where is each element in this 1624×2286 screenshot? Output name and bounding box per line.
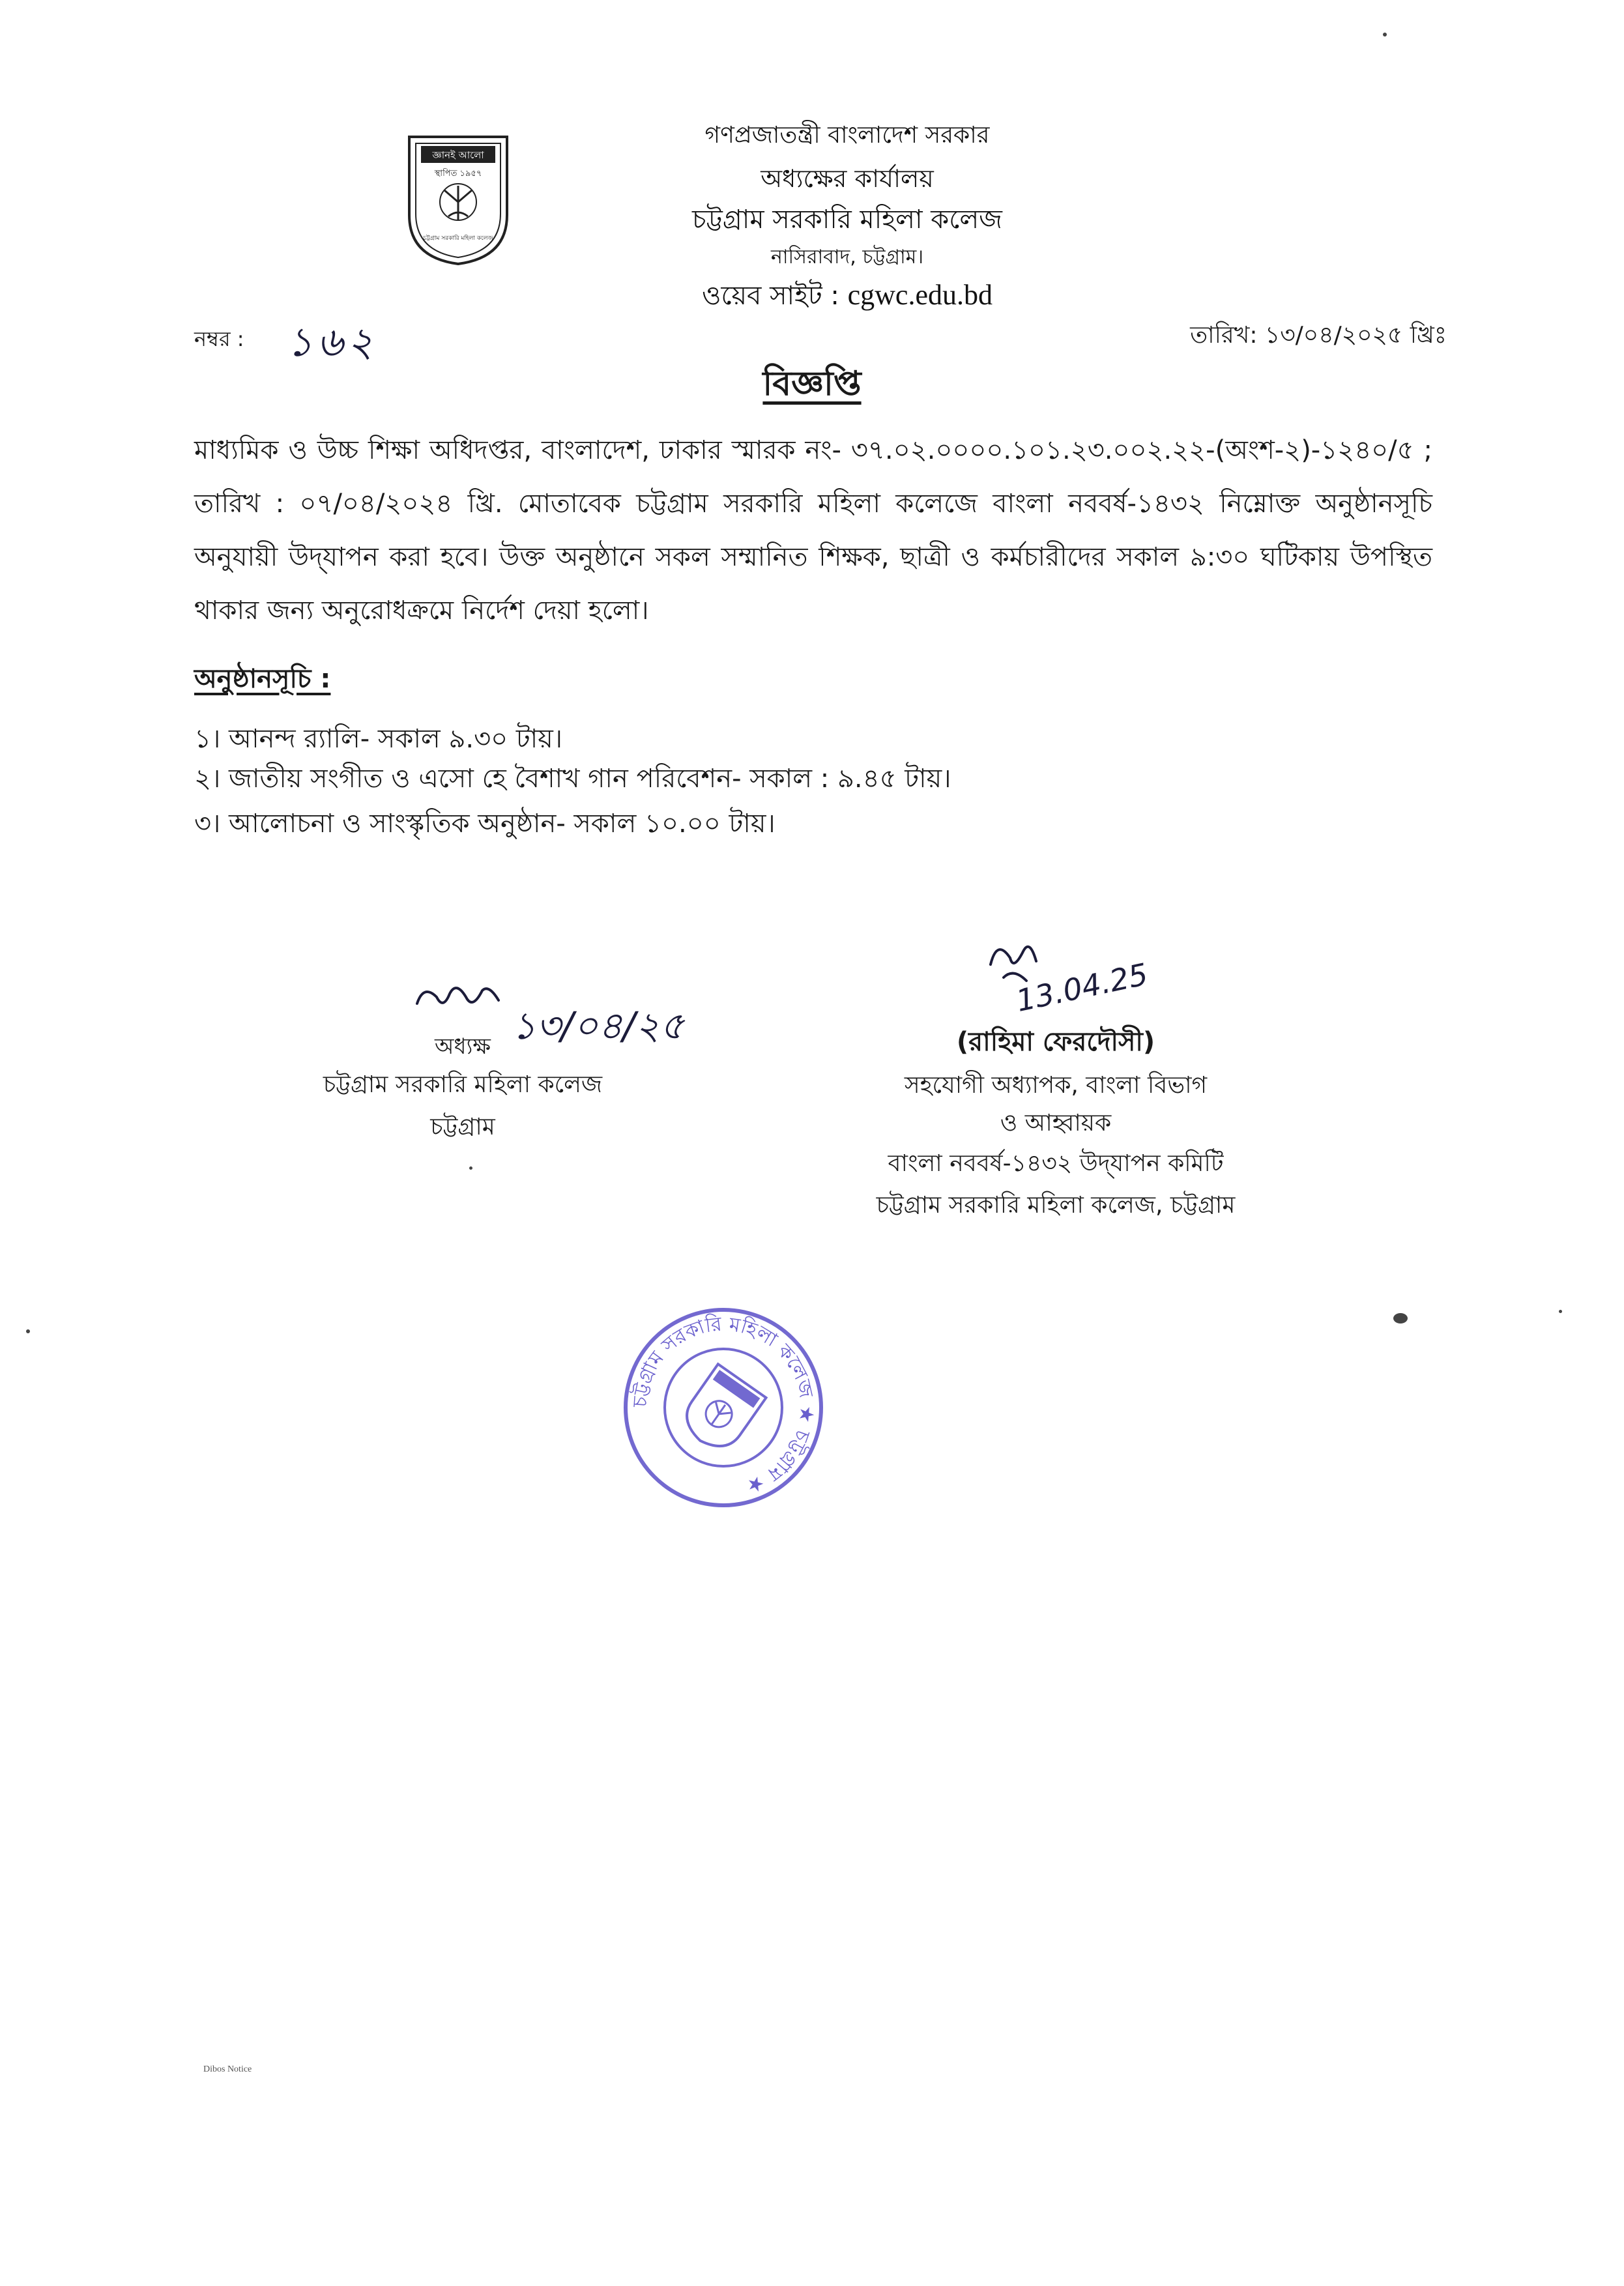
website-label: ওয়েব সাইট :: [702, 281, 839, 311]
convener-designation: সহযোগী অধ্যাপক, বাংলা বিভাগ: [904, 1072, 1208, 1099]
program-heading: অনুষ্ঠানসূচি :: [194, 664, 331, 694]
principal-signature-date: ১৩/০৪/২৫: [512, 1004, 685, 1048]
logo-label: জ্ঞানই আলো: [432, 149, 484, 161]
principal-title: অধ্যক্ষ: [435, 1034, 491, 1060]
program-item: ৩। আলোচনা ও সাংস্কৃতিক অনুষ্ঠান- সকাল ১০.০০ টায়।: [194, 809, 776, 839]
scan-speck: [1393, 1313, 1408, 1324]
program-item: ২। জাতীয় সংগীত ও এসো হে বৈশাখ গান পরিবেশন- সকাল : ৯.৪৫ টায়।: [194, 764, 951, 794]
logo-established: স্থাপিত ১৯৫৭: [434, 169, 482, 179]
program-item: ১। আনন্দ র‍্যালি- সকাল ৯.৩০ টায়।: [194, 724, 563, 754]
scan-speck: [469, 1166, 472, 1170]
college-seal-stamp: [619, 1303, 828, 1512]
principal-city: চট্টগ্রাম: [430, 1114, 495, 1140]
convener-committee: বাংলা নববর্ষ-১৪৩২ উদ্‌যাপন কমিটি: [888, 1150, 1224, 1177]
svg-text:চট্টগ্রাম সরকারি মহিলা কলেজ ★: [629, 1312, 819, 1497]
convener-college: চট্টগ্রাম সরকারি মহিলা কলেজ, চট্টগ্রাম: [876, 1192, 1236, 1219]
header-website: [587, 275, 1108, 319]
footer-tag: Dibos Notice: [203, 2064, 252, 2074]
notice-body: মাধ্যমিক ও উচ্চ শিক্ষা অধিদপ্তর, বাংলাদেশ, ঢাকার স্মারক নং- ৩৭.০২.০০০০.১০১.২৩.০০২.২২-(অংশ-২)-১২৪০/৫ ; তারিখ : ০৭/০৪/২০২৪ খ্রি. মোতাবেক চট্টগ্রাম সরকারি মহিলা কলেজে বাংলা নববর্ষ-১৪৩২ নিম্নোক্ত অনুষ্ঠানসূচি অনুযায়ী উদ্‌যাপন করা হবে। উক্ত অনুষ্ঠানে সকল সম্মানিত শিক্ষক, ছাত্রী ও কর্মচারীদের সকাল ৯:৩০ ঘটিকায় উপস্থিত থাকার জন্য অনুরোধক্রমে নির্দেশ দেয়া হলো।: [194, 435, 1432, 626]
header-college: চট্টগ্রাম সরকারি মহিলা কলেজ: [692, 205, 1002, 235]
scan-speck: [1559, 1310, 1562, 1313]
seal-ring-text: চট্টগ্রাম সরকারি মহিলা কলেজ ★ চট্টগ্রাম ★: [628, 1312, 819, 1498]
header-government: গণপ্রজাতন্ত্রী বাংলাদেশ সরকার: [704, 122, 990, 149]
scan-speck: [1383, 33, 1387, 36]
notice-title: বিজ্ঞপ্তি: [762, 364, 862, 403]
logo-ring-text: চট্টগ্রাম সরকারি মহিলা কলেজ: [423, 235, 493, 242]
memo-number-label: নম্বর :: [194, 326, 244, 351]
memo-number-handwritten: ১৬২: [287, 318, 377, 366]
memo-date: তারিখ: ১৩/০৪/২০২৫ খ্রিঃ: [1190, 322, 1447, 349]
header-address: নাসিরাবাদ, চট্টগ্রাম।: [770, 246, 924, 268]
website-url[interactable]: cgwc.edu.bd: [847, 279, 993, 311]
principal-signature: [411, 971, 521, 1023]
convener-role: ও আহ্বায়ক: [1000, 1110, 1112, 1136]
college-logo: [403, 130, 514, 267]
convener-signature: [978, 925, 1173, 1030]
principal-college: চট্টগ্রাম সরকারি মহিলা কলেজ: [323, 1071, 603, 1098]
convener-name: (রাহিমা ফেরদৌসী): [956, 1027, 1155, 1057]
scan-speck: [26, 1329, 30, 1333]
header-office: অধ্যক্ষের কার্যালয়: [761, 164, 934, 193]
convener-signature-date: 13.04.25: [1013, 956, 1152, 1019]
